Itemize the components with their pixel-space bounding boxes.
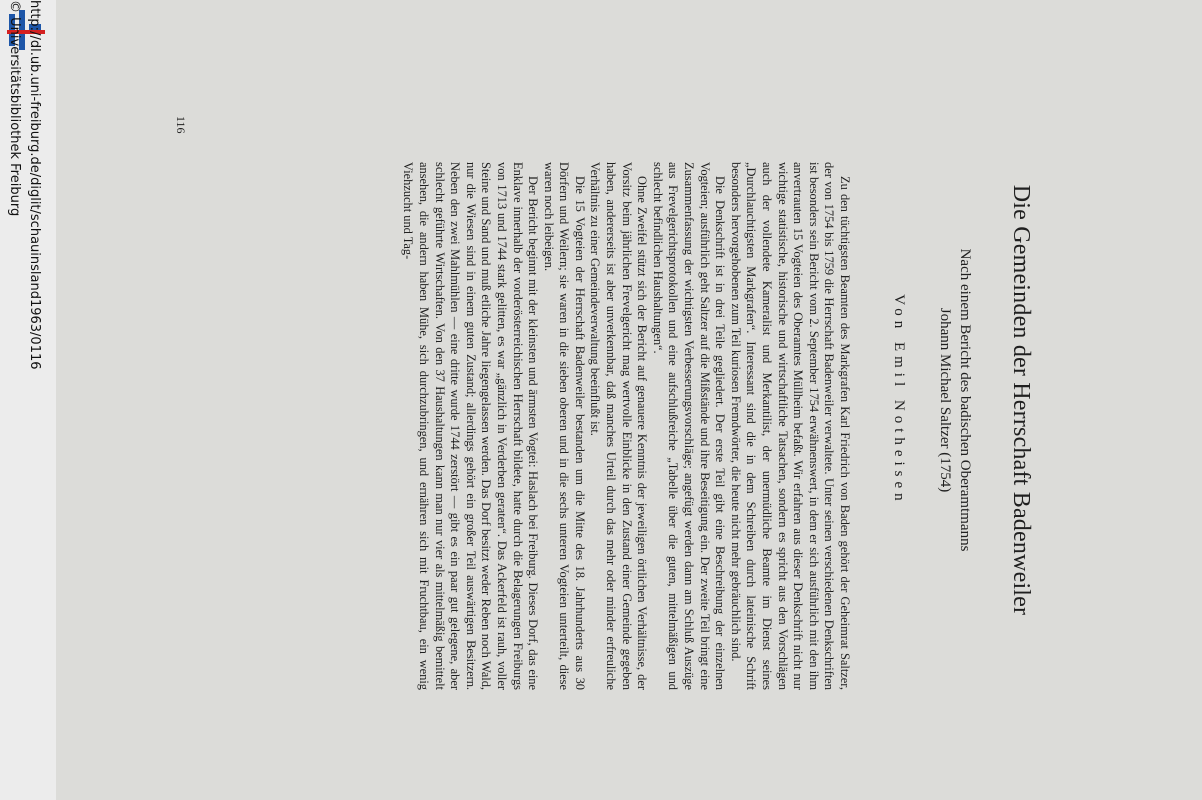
paragraph-1: Zu den tüchtigsten Beamten des Markgrafen Karl Friedrich von Baden gehört der Geheimrat Saltzer, der von 1754 bis 1759 die Herrschaft Badenweiler verwaltete. Unter seinen verschiedenen Denkschriften ist besonders sein Bericht vom 2. September 1754 erwähnenswert, in dem er sich ausführlich mit den ihm anvertrauten 15 Vogteien des Oberamtes Müllheim befaßt. Wir erfahren aus dieser Denkschrift nicht nur wichtige statistische, historische und wirtschaftliche Tatsachen, sondern es spricht aus den Vorschlägen auch der vollendete Kameralist und Merkantilist, der unermüdliche Beamte im Dienst seines „Durchlauchtigsten Markgrafen“. Interessant sind die in dem Schreiben durch lateinische Schrift besonders hervorgehobenen zum Teil kuriosen Fremdwörter, die heute nicht mehr gebräuchlich sind.: [728, 162, 852, 690]
permalink-url[interactable]: http://dl.ub.uni-freiburg.de/diglit/schauinsland1963/0116: [27, 0, 42, 370]
paragraph-5: Der Bericht beginnt mit der kleinsten und ärmsten Vogtei: Haslach bei Freiburg. Dieses Dorf, das eine Enklave innerhalb der vorderösterreichischen Herrschaft bildete, hatte durch die Belagerungen Freiburgs von 1713 und 1744 stark gelitten, es war „gänzlich in Verderben geraten“. Das Ackerfeld ist rauh, voller Steine und Sand und muß etliche Jahre liegengelassen werden. Das Dorf besitzt weder Reben noch Wald, nur die Wiesen sind in einem guten Zustand; allerdings gehört ein großer Teil auswärtigen Besitzern. Neben den zwei Mahlmühlen — eine dritte wurde 1744 zerstört — gibt es ein paar gut gelegene, aber schlecht geführte Wirtschaften. Von den 37 Haushaltungen kann man nur vier als mittelmäßig bemittelt ansehen, die andern haben Mühe, sich durchzubringen, und ernähren sich mit Fruchtbau, ein wenig Viehzucht und Tag-: [401, 162, 541, 690]
sidebar-vertical-text: [7, 0, 44, 800]
article-subtitle: [935, 0, 975, 800]
article-author: Von Emil Notheisen: [891, 294, 907, 506]
copyright-notice: © Universitätsbibliothek Freiburg: [7, 0, 22, 217]
viewer-sidebar: [0, 0, 56, 800]
article-title: Die Gemeinden der Herrschaft Badenweiler: [1008, 184, 1034, 616]
paragraph-2: Die Denkschrift ist in drei Teile gegliedert. Der erste Teil gibt eine Beschreibung der einzelnen Vogteien; ausführlich geht Saltzer auf die Mißstände und ihre Beseitigung ein. Der zweite Teil bringt eine Zusammenfassung der wichtigsten Verbesserungsvorschläge; angefügt werden dann am Schluß Auszüge aus Frevelgerichtsprotokollen und eine aufschlußreiche „Tabelle über die guten, mittelmäßigen und schlecht befindlichen Haushaltungen“.: [650, 162, 728, 690]
page-number: 116: [174, 116, 188, 134]
rotated-page: [56, 0, 1202, 800]
subtitle-line-2: Johann Michael Saltzer (1754): [937, 307, 953, 493]
paragraph-4: Die 15 Vogteien der Herrschaft Badenweiler bestanden um die Mitte des 18. Jahrhunderts aus 30 Dörfern und Weilern; sie waren in die sieben oberen und in die sechs unteren Vogteien unterteilt, diese waren noch leibeigen.: [541, 162, 587, 690]
article-body: [400, 162, 852, 690]
paragraph-3: Ohne Zweifel stützt sich der Bericht auf genauere Kenntnis der jeweiligen örtlichen Verhältnisse, der Vorsitz beim jährlichen Frevelgericht mag wertvolle Einblicke in den Zustand einer Gemeinde gegeben haben, andererseits ist aber unverkennbar, daß manches Urteil durch das mehr oder minder erfreuliche Verhältnis zu einer Gemeindeverwaltung beeinflußt ist.: [588, 162, 650, 690]
subtitle-line-1: Nach einem Bericht des badischen Oberamtmanns: [957, 248, 973, 552]
scanned-page-area: [56, 0, 1202, 800]
